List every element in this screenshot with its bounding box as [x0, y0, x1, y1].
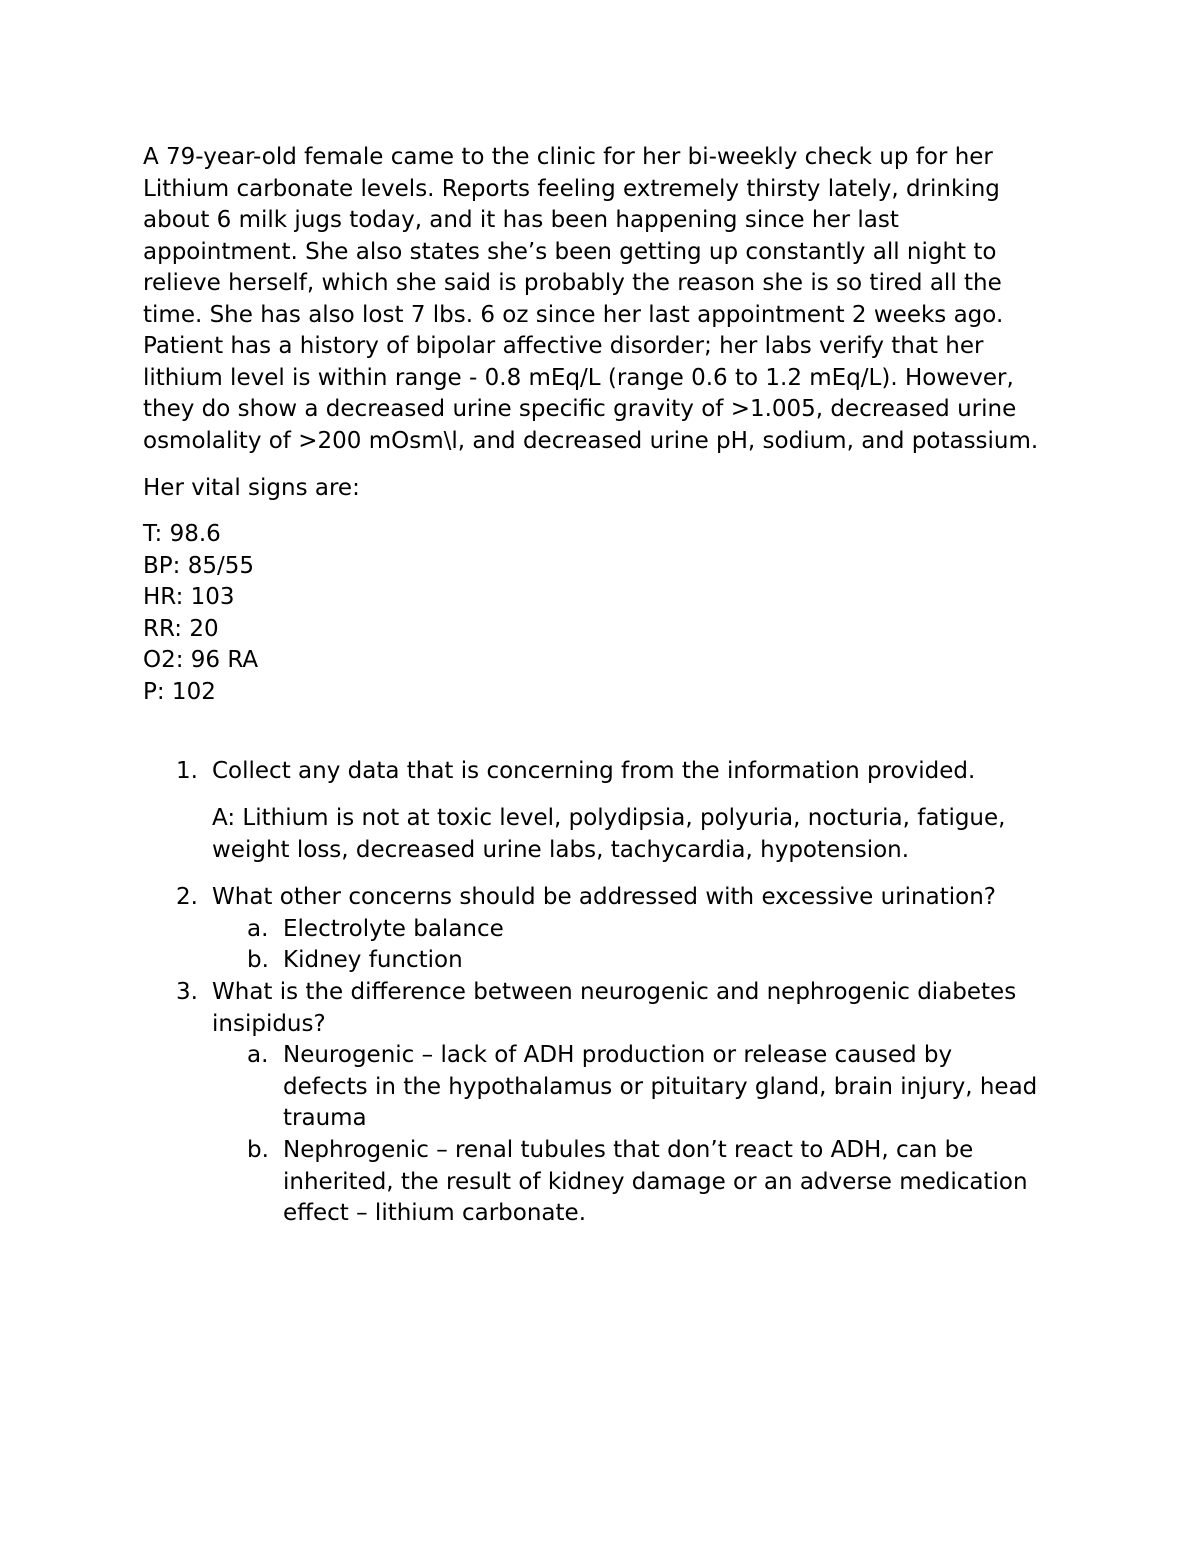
intro-line: Patient has a history of bipolar affective disorder; her labs verify that her [143, 333, 984, 359]
vital-temperature: T: 98.6 [143, 521, 221, 547]
sub-item-neurogenic: defects in the hypothalamus or pituitary gland, brain injury, head [283, 1073, 1038, 1100]
question-number: 1. [176, 758, 198, 784]
sub-item-nephrogenic: Nephrogenic – renal tubules that don’t react to ADH, can be [283, 1137, 974, 1163]
vital-pulse: P: 102 [143, 678, 216, 705]
sub-item-neurogenic: trauma [283, 1105, 367, 1131]
question-number: 2. [176, 884, 198, 910]
vital-resp-rate: RR: 20 [143, 615, 219, 642]
question-number: 3. [176, 979, 198, 1005]
sub-item-electrolyte: Electrolyte balance [283, 915, 504, 942]
intro-line: lithium level is within range - 0.8 mEq/L (range 0.6 to 1.2 mEq/L). However, [143, 364, 1014, 391]
vital-heart-rate: HR: 103 [143, 584, 235, 610]
intro-line: Lithium carbonate levels. Reports feeling extremely thirsty lately, drinking [143, 175, 1000, 202]
sub-item-nephrogenic: inherited, the result of kidney damage or an adverse medication [283, 1168, 1028, 1195]
sub-item-kidney: Kidney function [283, 947, 463, 973]
sub-item-marker: a. [247, 915, 269, 942]
question-1-text: Collect any data that is concerning from the information provided. [212, 758, 976, 784]
intro-line: relieve herself, which she said is probably the reason she is so tired all the [143, 270, 1002, 296]
vital-blood-pressure: BP: 85/55 [143, 552, 254, 579]
sub-item-marker: b. [247, 1137, 269, 1163]
intro-line: about 6 milk jugs today, and it has been happening since her last [143, 207, 899, 233]
vitals-heading: Her vital signs are: [143, 475, 360, 501]
question-3-text: insipidus? [212, 1010, 326, 1037]
intro-line: time. She has also lost 7 lbs. 6 oz since her last appointment 2 weeks ago. [143, 301, 1004, 328]
intro-line: osmolality of >200 mOsm\l, and decreased urine pH, sodium, and potassium. [143, 427, 1039, 454]
answer-1-line: weight loss, decreased urine labs, tachycardia, hypotension. [212, 836, 910, 863]
intro-line: they do show a decreased urine specific gravity of >1.005, decreased urine [143, 396, 1017, 422]
sub-item-nephrogenic: effect – lithium carbonate. [283, 1200, 587, 1226]
vital-oxygen: O2: 96 RA [143, 647, 259, 673]
question-2-text: What other concerns should be addressed with excessive urination? [212, 884, 996, 910]
answer-1-line: A: Lithium is not at toxic level, polydipsia, polyuria, nocturia, fatigue, [212, 805, 1006, 831]
question-3-text: What is the difference between neurogenic and nephrogenic diabetes [212, 979, 1017, 1005]
intro-line: A 79-year-old female came to the clinic for her bi-weekly check up for her [143, 144, 993, 170]
intro-line: appointment. She also states she’s been getting up constantly all night to [143, 238, 997, 265]
sub-item-marker: b. [247, 947, 269, 973]
sub-item-marker: a. [247, 1042, 269, 1068]
sub-item-neurogenic: Neurogenic – lack of ADH production or release caused by [283, 1042, 953, 1068]
